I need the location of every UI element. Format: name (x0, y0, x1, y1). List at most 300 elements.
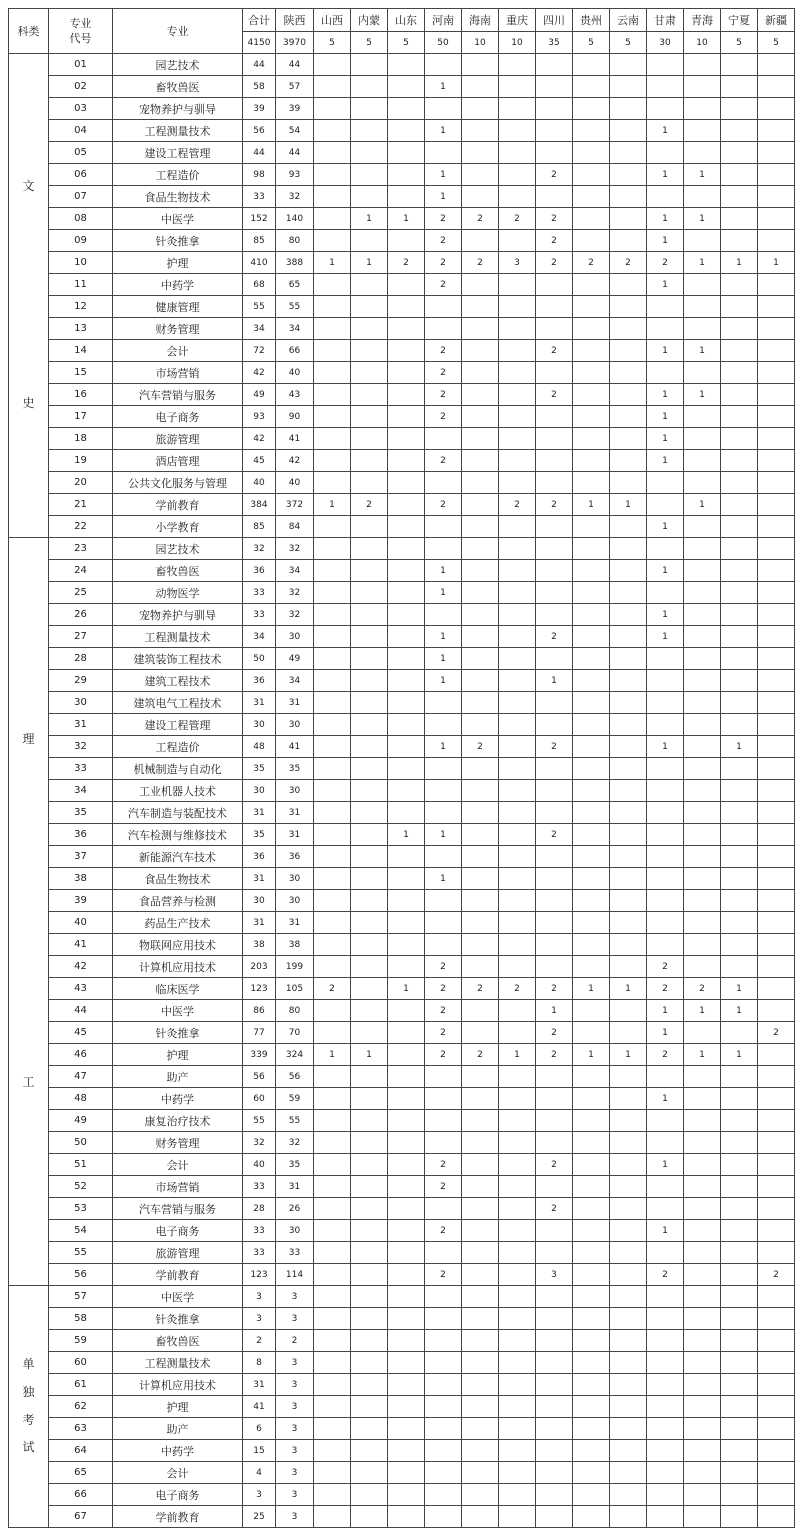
quota-cell (647, 1066, 684, 1088)
table-row (9, 516, 795, 538)
quota-cell (684, 758, 721, 780)
major-code: 67 (49, 1506, 113, 1528)
table-row (9, 208, 795, 230)
quota-cell (610, 692, 647, 714)
quota-cell: 3 (243, 1286, 276, 1308)
quota-cell: 31 (243, 868, 276, 890)
quota-cell (647, 1352, 684, 1374)
quota-cell: 1 (351, 208, 388, 230)
quota-cell (314, 1132, 351, 1154)
quota-cell (536, 890, 573, 912)
quota-cell (721, 670, 758, 692)
quota-cell (314, 1000, 351, 1022)
quota-cell (610, 868, 647, 890)
quota-cell (462, 98, 499, 120)
quota-cell (388, 582, 425, 604)
table-row (9, 956, 795, 978)
quota-cell: 2 (647, 1044, 684, 1066)
quota-cell (425, 296, 462, 318)
quota-cell (462, 1176, 499, 1198)
quota-cell (721, 516, 758, 538)
quota-cell (499, 76, 536, 98)
quota-cell: 26 (276, 1198, 314, 1220)
quota-cell (314, 1022, 351, 1044)
quota-cell: 3 (276, 1440, 314, 1462)
major-name: 食品生物技术 (113, 868, 243, 890)
major-name: 新能源汽车技术 (113, 846, 243, 868)
quota-cell (351, 846, 388, 868)
major-name: 会计 (113, 340, 243, 362)
quota-cell (351, 1066, 388, 1088)
quota-cell (314, 692, 351, 714)
quota-cell (610, 1462, 647, 1484)
quota-cell (351, 714, 388, 736)
quota-cell (425, 1418, 462, 1440)
quota-cell (425, 1286, 462, 1308)
major-name: 健康管理 (113, 296, 243, 318)
quota-cell (573, 648, 610, 670)
quota-cell (684, 296, 721, 318)
quota-cell: 90 (276, 406, 314, 428)
quota-cell: 2 (758, 1022, 795, 1044)
quota-cell (388, 956, 425, 978)
quota-cell: 45 (243, 450, 276, 472)
quota-cell (573, 450, 610, 472)
quota-cell: 30 (243, 780, 276, 802)
quota-cell (573, 1242, 610, 1264)
quota-cell (462, 1066, 499, 1088)
quota-cell (721, 142, 758, 164)
quota-cell (351, 164, 388, 186)
quota-cell: 1 (721, 1044, 758, 1066)
quota-cell: 339 (243, 1044, 276, 1066)
major-name: 针灸推拿 (113, 1308, 243, 1330)
quota-cell (351, 1418, 388, 1440)
quota-cell: 55 (276, 1110, 314, 1132)
quota-cell (758, 582, 795, 604)
major-name: 建筑电气工程技术 (113, 692, 243, 714)
quota-cell (314, 1506, 351, 1528)
quota-cell: 80 (276, 230, 314, 252)
quota-cell (388, 758, 425, 780)
quota-cell (684, 1132, 721, 1154)
quota-cell: 34 (243, 626, 276, 648)
quota-cell (684, 560, 721, 582)
quota-cell: 1 (647, 230, 684, 252)
quota-cell: 40 (243, 1154, 276, 1176)
quota-cell: 35 (276, 1154, 314, 1176)
major-name: 中药学 (113, 274, 243, 296)
quota-cell (684, 274, 721, 296)
quota-cell (758, 868, 795, 890)
major-code: 17 (49, 406, 113, 428)
quota-cell (351, 1374, 388, 1396)
quota-cell (388, 98, 425, 120)
category-label-char: 理 (22, 732, 35, 747)
quota-cell (758, 1110, 795, 1132)
quota-cell (536, 362, 573, 384)
quota-cell (388, 494, 425, 516)
quota-cell: 2 (462, 1044, 499, 1066)
quota-cell (721, 1440, 758, 1462)
table-row (9, 1264, 795, 1286)
quota-cell (388, 934, 425, 956)
major-name: 药品生产技术 (113, 912, 243, 934)
quota-cell (610, 516, 647, 538)
quota-cell (314, 736, 351, 758)
quota-cell (314, 1374, 351, 1396)
quota-cell (684, 406, 721, 428)
quota-cell: 3 (276, 1374, 314, 1396)
quota-cell (647, 1110, 684, 1132)
table-row (9, 1418, 795, 1440)
quota-cell (388, 1506, 425, 1528)
quota-cell (610, 1396, 647, 1418)
major-name: 针灸推拿 (113, 1022, 243, 1044)
quota-cell (610, 54, 647, 76)
quota-cell (462, 1220, 499, 1242)
quota-cell (388, 1352, 425, 1374)
quota-cell: 384 (243, 494, 276, 516)
quota-cell (351, 120, 388, 142)
quota-cell (351, 604, 388, 626)
quota-cell (499, 1220, 536, 1242)
quota-cell (499, 912, 536, 934)
major-code: 32 (49, 736, 113, 758)
quota-cell (573, 1066, 610, 1088)
quota-cell: 50 (243, 648, 276, 670)
quota-cell (610, 846, 647, 868)
quota-cell: 2 (388, 252, 425, 274)
quota-cell (425, 714, 462, 736)
quota-cell (573, 516, 610, 538)
quota-cell (314, 670, 351, 692)
quota-cell (684, 1484, 721, 1506)
major-code: 05 (49, 142, 113, 164)
quota-cell (647, 1176, 684, 1198)
quota-cell (499, 582, 536, 604)
major-code: 02 (49, 76, 113, 98)
quota-cell (351, 802, 388, 824)
quota-cell: 2 (536, 1022, 573, 1044)
quota-cell: 48 (243, 736, 276, 758)
quota-cell (610, 1308, 647, 1330)
quota-cell: 2 (536, 978, 573, 1000)
quota-cell (388, 76, 425, 98)
table-row (9, 1198, 795, 1220)
table-row (9, 98, 795, 120)
quota-cell (758, 1066, 795, 1088)
quota-cell (684, 1154, 721, 1176)
quota-cell (758, 780, 795, 802)
quota-cell (388, 648, 425, 670)
quota-cell (499, 1352, 536, 1374)
quota-cell (758, 824, 795, 846)
quota-cell (462, 758, 499, 780)
table-row (9, 362, 795, 384)
quota-cell (536, 758, 573, 780)
header-total: 5 (388, 32, 425, 54)
quota-cell (314, 714, 351, 736)
category-label-char: 独 (22, 1384, 35, 1399)
major-code: 15 (49, 362, 113, 384)
quota-cell: 80 (276, 1000, 314, 1022)
quota-cell (758, 1132, 795, 1154)
quota-cell (758, 1176, 795, 1198)
quota-cell (499, 54, 536, 76)
quota-cell (721, 296, 758, 318)
quota-cell (721, 1308, 758, 1330)
quota-cell (462, 604, 499, 626)
quota-cell: 2 (647, 1264, 684, 1286)
quota-cell (573, 1440, 610, 1462)
quota-cell (351, 538, 388, 560)
table-row (9, 428, 795, 450)
header-major: 专业 (113, 9, 243, 54)
quota-cell: 1 (425, 582, 462, 604)
enrollment-plan-table (8, 8, 795, 1528)
quota-cell (573, 1462, 610, 1484)
major-code: 37 (49, 846, 113, 868)
quota-cell (462, 1352, 499, 1374)
quota-cell: 1 (425, 164, 462, 186)
quota-cell: 30 (276, 714, 314, 736)
quota-cell: 49 (276, 648, 314, 670)
quota-cell (721, 802, 758, 824)
quota-cell (573, 362, 610, 384)
quota-cell: 33 (243, 1220, 276, 1242)
quota-cell (684, 692, 721, 714)
quota-cell (758, 846, 795, 868)
quota-cell (647, 76, 684, 98)
quota-cell (647, 758, 684, 780)
quota-cell (388, 1396, 425, 1418)
quota-cell: 1 (647, 560, 684, 582)
quota-cell (462, 472, 499, 494)
quota-cell (499, 1374, 536, 1396)
quota-cell (425, 1308, 462, 1330)
header-total: 30 (647, 32, 684, 54)
quota-cell: 3 (243, 1308, 276, 1330)
quota-cell (388, 604, 425, 626)
quota-cell: 42 (243, 428, 276, 450)
quota-cell (684, 956, 721, 978)
quota-cell (314, 758, 351, 780)
quota-cell (536, 604, 573, 626)
quota-cell (647, 912, 684, 934)
quota-cell: 152 (243, 208, 276, 230)
quota-cell (499, 98, 536, 120)
quota-cell (573, 692, 610, 714)
quota-cell (610, 1352, 647, 1374)
quota-cell (758, 934, 795, 956)
major-code: 16 (49, 384, 113, 406)
table-row (9, 1286, 795, 1308)
quota-cell: 2 (425, 1154, 462, 1176)
quota-cell (314, 648, 351, 670)
quota-cell (758, 1484, 795, 1506)
quota-cell (573, 98, 610, 120)
quota-cell (499, 1418, 536, 1440)
quota-cell (462, 1374, 499, 1396)
quota-cell: 1 (573, 1044, 610, 1066)
quota-cell (536, 1066, 573, 1088)
quota-cell (388, 1220, 425, 1242)
quota-cell (314, 1066, 351, 1088)
quota-cell (314, 384, 351, 406)
quota-cell: 2 (425, 252, 462, 274)
quota-cell (499, 120, 536, 142)
quota-cell: 2 (351, 494, 388, 516)
table-row (9, 846, 795, 868)
quota-cell (499, 1110, 536, 1132)
major-code: 64 (49, 1440, 113, 1462)
quota-cell (721, 1066, 758, 1088)
quota-cell: 105 (276, 978, 314, 1000)
major-name: 学前教育 (113, 1506, 243, 1528)
quota-cell (536, 802, 573, 824)
quota-cell (721, 1484, 758, 1506)
quota-cell (536, 1220, 573, 1242)
quota-cell (314, 956, 351, 978)
major-name: 助产 (113, 1418, 243, 1440)
quota-cell (425, 1132, 462, 1154)
category-label-char: 文 (22, 179, 35, 194)
major-code: 22 (49, 516, 113, 538)
quota-cell (721, 164, 758, 186)
quota-cell: 2 (425, 1000, 462, 1022)
quota-cell (499, 1242, 536, 1264)
quota-cell: 388 (276, 252, 314, 274)
quota-cell (758, 362, 795, 384)
quota-cell (758, 1352, 795, 1374)
quota-cell (462, 142, 499, 164)
quota-cell: 32 (276, 582, 314, 604)
quota-cell (462, 186, 499, 208)
quota-cell (647, 1462, 684, 1484)
quota-cell (721, 1396, 758, 1418)
quota-cell (610, 626, 647, 648)
table-row (9, 1308, 795, 1330)
major-code: 35 (49, 802, 113, 824)
major-name: 机械制造与自动化 (113, 758, 243, 780)
table-row (9, 1022, 795, 1044)
quota-cell (721, 780, 758, 802)
quota-cell (647, 318, 684, 340)
quota-cell (388, 1198, 425, 1220)
quota-cell (721, 428, 758, 450)
major-code: 27 (49, 626, 113, 648)
quota-cell: 1 (684, 494, 721, 516)
quota-cell (499, 890, 536, 912)
quota-cell (610, 1418, 647, 1440)
major-name: 物联网应用技术 (113, 934, 243, 956)
table-row (9, 230, 795, 252)
table-row (9, 1176, 795, 1198)
quota-cell (425, 1352, 462, 1374)
quota-cell (314, 230, 351, 252)
quota-cell (573, 1286, 610, 1308)
quota-cell (758, 318, 795, 340)
major-code: 38 (49, 868, 113, 890)
quota-cell (573, 670, 610, 692)
quota-cell (647, 1374, 684, 1396)
quota-cell (684, 1198, 721, 1220)
quota-cell (573, 164, 610, 186)
major-code: 08 (49, 208, 113, 230)
quota-cell: 3 (276, 1308, 314, 1330)
quota-cell: 2 (536, 252, 573, 274)
quota-cell (684, 318, 721, 340)
quota-cell (758, 1242, 795, 1264)
quota-cell (721, 384, 758, 406)
quota-cell (610, 934, 647, 956)
quota-cell (684, 1066, 721, 1088)
quota-cell (647, 1132, 684, 1154)
quota-cell: 31 (243, 1374, 276, 1396)
quota-cell (425, 142, 462, 164)
quota-cell (758, 1374, 795, 1396)
quota-cell (425, 98, 462, 120)
major-code: 51 (49, 1154, 113, 1176)
quota-cell (684, 868, 721, 890)
quota-cell: 1 (425, 670, 462, 692)
major-name: 工程造价 (113, 164, 243, 186)
quota-cell (462, 296, 499, 318)
quota-cell (684, 1242, 721, 1264)
quota-cell (425, 428, 462, 450)
quota-cell (499, 780, 536, 802)
major-name: 中医学 (113, 208, 243, 230)
quota-cell: 2 (462, 208, 499, 230)
quota-cell: 1 (425, 560, 462, 582)
category-label-char: 史 (22, 396, 35, 410)
quota-cell (758, 604, 795, 626)
major-code: 29 (49, 670, 113, 692)
quota-cell: 2 (425, 208, 462, 230)
quota-cell (425, 890, 462, 912)
major-code: 45 (49, 1022, 113, 1044)
quota-cell (684, 1176, 721, 1198)
quota-cell (758, 692, 795, 714)
quota-cell (314, 802, 351, 824)
major-name: 财务管理 (113, 1132, 243, 1154)
quota-cell (758, 758, 795, 780)
major-code: 40 (49, 912, 113, 934)
quota-cell (536, 1132, 573, 1154)
quota-cell (499, 648, 536, 670)
quota-cell (499, 1506, 536, 1528)
category-label-char: 考 (22, 1412, 35, 1427)
quota-cell (499, 956, 536, 978)
major-code: 18 (49, 428, 113, 450)
quota-cell (721, 758, 758, 780)
quota-cell (499, 1022, 536, 1044)
quota-cell (758, 670, 795, 692)
quota-cell (684, 824, 721, 846)
quota-cell (758, 1506, 795, 1528)
quota-cell (425, 1506, 462, 1528)
quota-cell (314, 142, 351, 164)
quota-cell (684, 1264, 721, 1286)
quota-cell: 1 (314, 494, 351, 516)
quota-cell: 2 (462, 252, 499, 274)
quota-cell (573, 274, 610, 296)
quota-cell: 2 (536, 824, 573, 846)
header-total: 10 (684, 32, 721, 54)
major-code: 46 (49, 1044, 113, 1066)
header-total: 50 (425, 32, 462, 54)
